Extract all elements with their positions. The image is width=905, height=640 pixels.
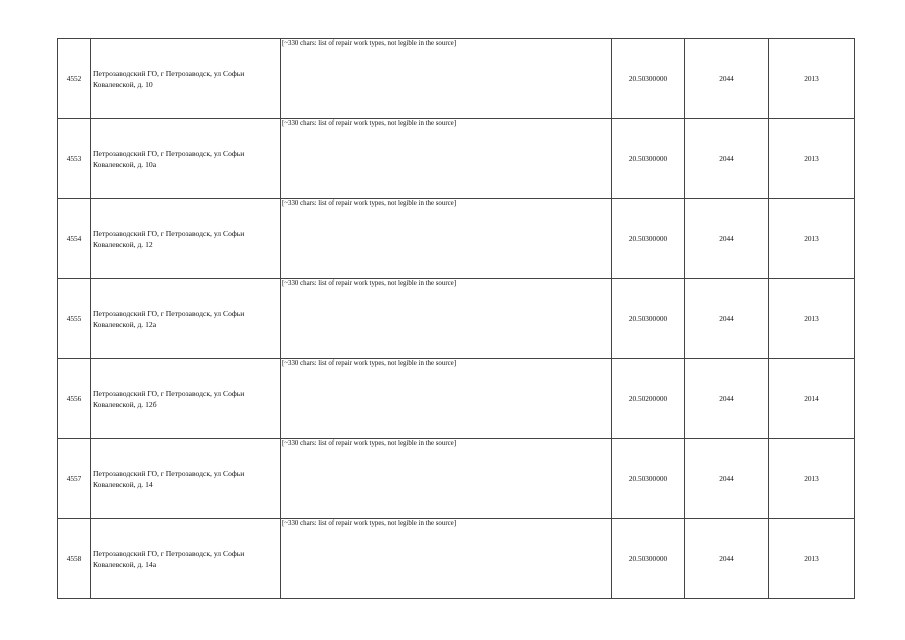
address-cell: Петрозаводский ГО, г Петрозаводск, ул Софьи Ковалевской, д. 10а bbox=[91, 119, 281, 199]
table-row bbox=[58, 439, 855, 519]
row-number: 4556 bbox=[58, 359, 91, 439]
table-row bbox=[58, 39, 855, 119]
start-year-cell: 2013 bbox=[769, 519, 855, 599]
planned-year-cell: 2044 bbox=[685, 199, 769, 279]
address-cell: Петрозаводский ГО, г Петрозаводск, ул Софьи Ковалевской, д. 14 bbox=[91, 439, 281, 519]
address-cell: Петрозаводский ГО, г Петрозаводск, ул Софьи Ковалевской, д. 12а bbox=[91, 279, 281, 359]
register-table bbox=[57, 38, 855, 599]
start-year-cell: 2013 bbox=[769, 199, 855, 279]
planned-year-cell: 2044 bbox=[685, 279, 769, 359]
start-year-cell: 2014 bbox=[769, 359, 855, 439]
code-cell: 20.50300000 bbox=[612, 519, 685, 599]
code-cell: 20.50300000 bbox=[612, 439, 685, 519]
planned-year-cell: 2044 bbox=[685, 519, 769, 599]
code-cell: 20.50300000 bbox=[612, 199, 685, 279]
address-cell: Петрозаводский ГО, г Петрозаводск, ул Софьи Ковалевской, д. 10 bbox=[91, 39, 281, 119]
table-row bbox=[58, 279, 855, 359]
table-row bbox=[58, 359, 855, 439]
table-row bbox=[58, 519, 855, 599]
planned-year-cell: 2044 bbox=[685, 439, 769, 519]
start-year-cell: 2013 bbox=[769, 119, 855, 199]
works-cell: [~330 chars: list of repair work types, not legible in the source] bbox=[281, 39, 612, 119]
planned-year-cell: 2044 bbox=[685, 39, 769, 119]
address-cell: Петрозаводский ГО, г Петрозаводск, ул Софьи Ковалевской, д. 14а bbox=[91, 519, 281, 599]
code-cell: 20.50300000 bbox=[612, 119, 685, 199]
start-year-cell: 2013 bbox=[769, 39, 855, 119]
start-year-cell: 2013 bbox=[769, 279, 855, 359]
works-cell: [~330 chars: list of repair work types, not legible in the source] bbox=[281, 279, 612, 359]
row-number: 4558 bbox=[58, 519, 91, 599]
works-cell: [~330 chars: list of repair work types, not legible in the source] bbox=[281, 439, 612, 519]
planned-year-cell: 2044 bbox=[685, 119, 769, 199]
row-number: 4555 bbox=[58, 279, 91, 359]
planned-year-cell: 2044 bbox=[685, 359, 769, 439]
code-cell: 20.50300000 bbox=[612, 39, 685, 119]
address-cell: Петрозаводский ГО, г Петрозаводск, ул Софьи Ковалевской, д. 12б bbox=[91, 359, 281, 439]
table-row bbox=[58, 119, 855, 199]
works-cell: [~330 chars: list of repair work types, not legible in the source] bbox=[281, 119, 612, 199]
works-cell: [~330 chars: list of repair work types, not legible in the source] bbox=[281, 519, 612, 599]
row-number: 4554 bbox=[58, 199, 91, 279]
row-number: 4557 bbox=[58, 439, 91, 519]
code-cell: 20.50300000 bbox=[612, 279, 685, 359]
works-cell: [~330 chars: list of repair work types, not legible in the source] bbox=[281, 199, 612, 279]
address-cell: Петрозаводский ГО, г Петрозаводск, ул Софьи Ковалевской, д. 12 bbox=[91, 199, 281, 279]
row-number: 4553 bbox=[58, 119, 91, 199]
document-page bbox=[57, 38, 854, 599]
table-row bbox=[58, 199, 855, 279]
row-number: 4552 bbox=[58, 39, 91, 119]
code-cell: 20.50200000 bbox=[612, 359, 685, 439]
start-year-cell: 2013 bbox=[769, 439, 855, 519]
works-cell: [~330 chars: list of repair work types, not legible in the source] bbox=[281, 359, 612, 439]
